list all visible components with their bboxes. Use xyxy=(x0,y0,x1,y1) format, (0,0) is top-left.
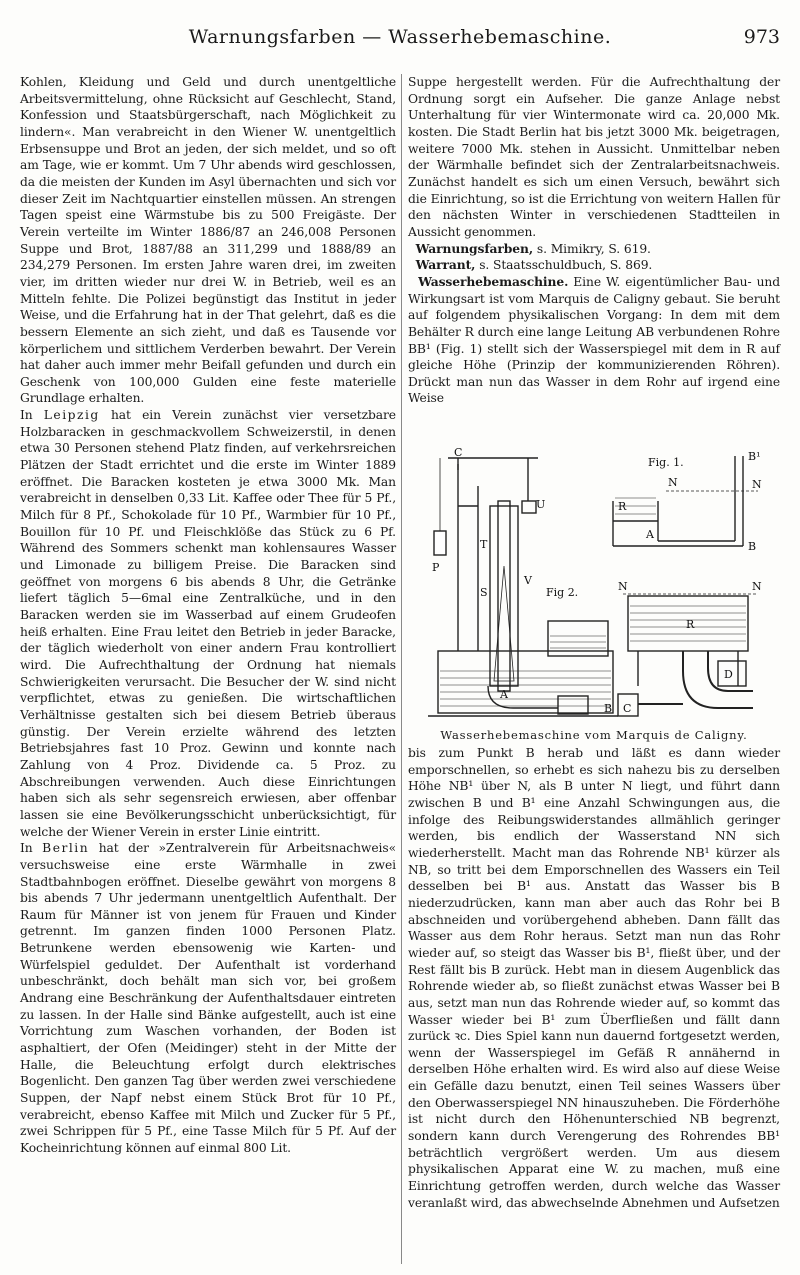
label-n-left: N xyxy=(668,476,678,489)
leipzig-pre: In xyxy=(20,408,33,423)
label-n-fig2-left: N xyxy=(618,580,628,593)
page-number: 973 xyxy=(743,26,780,48)
right-column-top xyxy=(408,74,780,444)
label-r-fig2: R xyxy=(686,618,695,631)
right-column-bottom xyxy=(408,745,780,1265)
label-c: C xyxy=(454,446,463,459)
paragraph-vienna: Kohlen, Kleidung und Geld und durch unentgeltliche Arbeitsvermittelung, ohne Rücksicht auf Geschlecht, Stand, Konfession und Staatsbürgerschaft, nach Möglichkeit zu lindern«. Man verabreicht in den Wiener W. unentgeltlich Erbsensuppe und Brot an jeden, der sich meldet, und so oft am Tage, wie er kommt. Um 7 Uhr abends wird geschlossen, da die meisten der Kunden im Asyl übernachten und sich vor dieser Zeit im Nachtquartier einstellen müssen. An strengen Tagen speist eine Wärmstube bis zu 500 Freigäste. Der Verein verteilte im Winter 1886/87 an 246,008 Personen Suppe und Brot, 1887/88 an 311,299 und 1888/89 an 234,279 Personen. Im ersten Jahre waren drei, im zweiten vier, im dritten wieder nur drei W. in Betrieb, weil es an Mitteln fehlte. Die Polizei begünstigt das Institut in jeder Weise, und die Erfahrung hat in der That gelehrt, daß es die bessern Elemente an sich zieht, und daß es Tausende vor körperlichem und sittlichem Verderben bewahrt. Der Verein hat daher auch immer mehr Beifall gefunden und durch ein Geschenk von 100,000 Gulden eine feste materielle Grundlage erhalten. xyxy=(20,75,396,406)
tank-outline xyxy=(438,651,613,713)
label-c-fig2: C xyxy=(623,702,632,715)
label-b-fig1: B xyxy=(748,540,757,553)
running-title: Warnungsfarben — Wasserhebemaschine. xyxy=(188,26,612,48)
entry-wasserhebemaschine-head: Wasserhebemaschine. xyxy=(418,273,569,289)
city-berlin: Berlin xyxy=(42,841,90,856)
paragraph-leipzig xyxy=(20,407,396,840)
column-divider xyxy=(401,74,402,1264)
entry-warrant xyxy=(408,257,780,274)
entry-warrant-head: Warrant, xyxy=(415,257,476,273)
label-p: P xyxy=(432,561,440,574)
figure-drawing xyxy=(418,446,780,726)
fig1-label: Fig. 1. xyxy=(648,456,684,469)
entry-warnungsfarben-ref: s. Mimikry, S. 619. xyxy=(536,241,651,256)
leipzig-text: hat ein Verein zunächst vier versetzbare Holzbaracken in geschmackvollem Schweizerstil, in denen etwa 30 Personen stehend Platz finden, auf verkehrsreichen Plätzen der Stadt errichtet und die erste im Winter 1889 eröffnet. Die Baracken kosteten je etwa 3000 Mk. Man verabreicht in denselben 0,33 Lit. Kaffee oder Thee für 5 Pf., Milch für 8 Pf., Schokolade für 10 Pf., Warmbier für 10 Pf., Bouillon für 10 Pf. und Fleischklöße das Stück zu 6 Pf. Während des Sommers schenkt man kohlensaures Wasser und Limonade zu billigem Preise. Die Baracken sind geöffnet von morgens 6 bis abends 8 Uhr, die Getränke liefert täglich 5—6mal eine Zentralküche, und in den Baracken werden sie im Wasserbad auf einem Grudeofen heiß erhalten. Eine Frau leitet den Betrieb in jeder Baracke, der täglich wiederholt von einer andern Frau kontrolliert wird. Die Aufrechthaltung der Ordnung hat niemals Schwierigkeiten verursacht. Die Besucher der W. sind nicht verpflichtet, etwas zu genießen. Die wirtschaftlichen Verhältnisse gestalten sich bei diesem Betrieb überaus günstig. Der Verein erzielte während des letzten Betriebsjahres fast 10 Proz. Gewinn und konnte nach Zahlung von 4 Proz. Dividende ca. 5 Proz. zu Abschreibungen verwenden. Auch diese Einrichtungen haben sich als sehr segensreich erwiesen, aber offenbar lassen sie eine Bevölkerungsschicht unberücksichtigt, für welche der Wiener Verein in erster Linie eintritt. xyxy=(20,408,396,839)
entry-warnungsfarben-head: Warnungsfarben, xyxy=(415,240,534,256)
paragraph-caligny-explanation: bis zum Punkt B herab und läßt es dann wieder emporschnellen, so erhebt es sich nahezu bis zu derselben Höhe NB¹ über N, als B unter N liegt, und führt dann zwischen B und B¹ eine Anzahl Schwingungen aus, die infolge des Reibungswiderstandes allmählich geringer werden, bis endlich der Wasserstand NN sich wiederherstellt. Macht man das Rohrende NB¹ kürzer als NB, so tritt bei dem Emporschnellen des Wassers ein Teil desselben bei B¹ aus. Anstatt das Wasser bis B niederzudrücken, kann man aber auch das Rohr bei B abschneiden und vorübergehend abheben. Dann fällt das Wasser aus dem Rohr heraus. Setzt man nun das Rohr wieder auf, so steigt das Wasser bis B¹, fließt über, und der Rest fällt bis B zurück. Hebt man in diesem Augenblick das Rohrende wieder ab, so fließt zunächst etwas Wasser bei B aus, setzt man nun das Rohrende wieder auf, so kommt das Wasser wieder bei B¹ zum Überfließen und fällt dann zurück ꝛc. Dies Spiel kann nun dauernd fortgesetzt werden, wenn der Wasserspiegel im Gefäß R annähernd in derselben Höhe erhalten wird. Es wird also auf diese Weise ein Gefälle dazu benutzt, einen Teil seines Wassers über den Oberwasserspiegel NN hinauszuheben. Die Förderhöhe ist nicht durch den Höhenunterschied NB begrenzt, sondern kann durch Verengerung des Rohrendes BB¹ beträchtlich vergrößert werden. Um aus diesem physikalischen Apparat eine W. zu machen, muß eine Einrichtung getroffen werden, durch welche das Wasser veranlaßt wird, das abwechselnde Abnehmen und Aufsetzen xyxy=(408,746,780,1210)
label-b-fig2: B xyxy=(604,702,613,715)
label-b1: B¹ xyxy=(748,450,761,463)
caligny-machine-figure xyxy=(418,446,780,726)
paragraph-berlin xyxy=(20,840,396,1156)
label-t: T xyxy=(480,538,488,551)
entry-wasserhebemaschine-text: Eine W. eigentümlicher Bau- und Wirkungsart ist vom Marquis de Caligny gebaut. Sie beruht auf folgendem physikalischen Vorgang: In dem mit dem Behälter R durch eine lange Leitung AB verbundenen Rohre BB¹ (Fig. 1) stellt sich der Wasserspiegel mit dem in R auf gleiche Höhe (Prinzip der kommunizierenden Röhren). Drückt man nun das Wasser in dem Rohr auf irgend eine Weise xyxy=(408,274,780,406)
label-n-fig2-right: N xyxy=(752,580,762,593)
city-leipzig: Leipzig xyxy=(43,408,100,423)
paragraph-berlin-cont: Suppe hergestellt werden. Für die Aufrechthaltung der Ordnung sorgt ein Aufseher. Die ganze Anlage nebst Unterhaltung für vier Wintermonate wird ca. 20,000 Mk. kosten. Die Stadt Berlin hat bis jetzt 3000 Mk. beigetragen, weitere 7000 Mk. stehen in Aussicht. Unmittelbar neben der Wärmhalle befindet sich der Zentralarbeitsnachweis. Zunächst handelt es sich um einen Versuch, bewährt sich die Einrichtung, so ist die Errichtung von weitern Hallen für den nächsten Winter in verschiedenen Stadtteilen in Aussicht genommen. xyxy=(408,75,780,239)
page-header xyxy=(20,26,780,56)
label-a-fig1: A xyxy=(646,528,654,541)
inner-tube xyxy=(498,501,510,691)
label-a-fig2: A xyxy=(500,688,508,701)
fig2-label: Fig 2. xyxy=(546,586,579,599)
entry-warrant-ref: s. Staatsschuldbuch, S. 869. xyxy=(479,258,653,273)
berlin-text: hat der »Zentralverein für Arbeitsnachweis« versuchsweise eine erste Wärmhalle in zwei Stadtbahnbogen eröffnet. Dieselbe gewährt von morgens 8 bis abends 7 Uhr jedermann unentgeltlich Aufenthalt. Der Raum für Männer ist von jenem für Frauen und Kinder getrennt. Im ganzen finden 1000 Personen Platz. Betrunkene werden ebensowenig wie Karten- und Würfelspiel geduldet. Der Aufenthalt ist vorderhand unbeschränkt, doch behält man sich vor, bei großem Andrang eine Beschränkung der Aufenthaltsdauer eintreten zu lassen. In der Halle sind Bänke aufgestellt, auch ist eine Vorrichtung zum Waschen vorhanden, der Boden ist asphaltiert, der Ofen (Meidinger) steht in der Mitte der Halle, die Beleuchtung erfolgt durch elektrisches Bogenlicht. Den ganzen Tag über werden zwei verschiedene Suppen, der Napf nebst einem Stück Brot für 10 Pf., verabreicht, ebenso Kaffee mit Milch und Zucker für 5 Pf., zwei Schrippen für 5 Pf., eine Tasse Milch für 5 Pf. Auf der Kocheinrichtung können auf einmal 800 Lit. xyxy=(20,841,396,1155)
flow-cone xyxy=(494,566,514,681)
counterweight xyxy=(434,531,446,555)
label-v: V xyxy=(524,574,532,587)
label-d: D xyxy=(724,668,733,681)
label-u: U xyxy=(536,498,546,511)
berlin-pre: In xyxy=(20,841,33,856)
label-n-right: N xyxy=(752,478,762,491)
tall-tube xyxy=(490,506,518,686)
left-column xyxy=(20,74,396,1264)
valve-top xyxy=(522,501,536,513)
entry-warnungsfarben xyxy=(408,241,780,258)
tank-water-hatching xyxy=(440,671,611,706)
figure-caption: Wasserhebemaschine vom Marquis de Caligny. xyxy=(440,728,748,742)
entry-wasserhebemaschine xyxy=(408,274,780,407)
label-r-fig1: R xyxy=(618,500,627,513)
label-s: S xyxy=(480,586,488,599)
